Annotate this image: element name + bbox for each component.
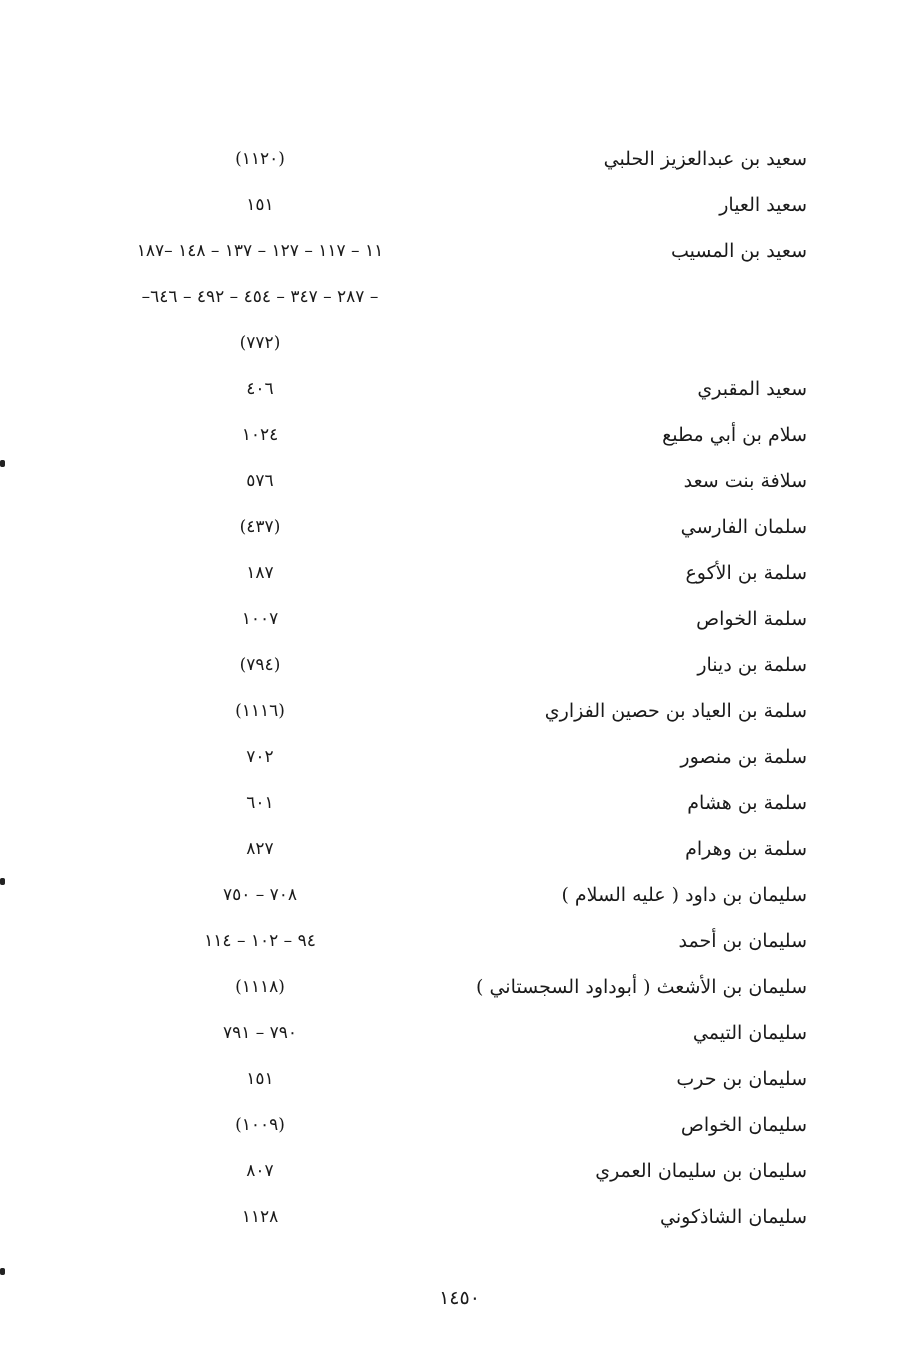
entry-name: سليمان الخواص — [680, 1114, 807, 1136]
entry-name: سلمة بن وهرام — [685, 838, 807, 860]
entry-pages: ٦٠١ — [246, 793, 274, 813]
index-entry — [0, 140, 919, 186]
index-entry — [0, 1106, 919, 1152]
index-entry — [0, 600, 919, 646]
entry-pages: ٧٠٨ – ٧٥٠ — [222, 885, 298, 905]
entry-name: سليمان بن سليمان العمري — [595, 1160, 807, 1182]
entry-pages: ٧٩٠ – ٧٩١ — [222, 1023, 298, 1043]
index-entry — [0, 508, 919, 554]
entry-name: سلمة الخواص — [696, 608, 807, 630]
index-list — [0, 140, 919, 1244]
entry-name: سلمة بن منصور — [680, 746, 807, 768]
entry-name: سليمان التيمي — [692, 1022, 807, 1044]
index-entry — [0, 1060, 919, 1106]
entry-name: سعيد بن عبدالعزيز الحلبي — [603, 148, 807, 170]
entry-name: سليمان بن حرب — [676, 1068, 807, 1090]
entry-pages: ١١ – ١١٧ – ١٢٧ – ١٣٧ – ١٤٨ –١٨٧ — [136, 241, 384, 261]
entry-pages: (١٠٠٩) — [235, 1115, 285, 1135]
entry-pages: ٧٠٢ — [246, 747, 274, 767]
index-entry — [0, 784, 919, 830]
entry-pages: ١٠٢٤ — [241, 425, 279, 445]
entry-pages: ٨٠٧ — [246, 1161, 274, 1181]
entry-pages: ٨٢٧ — [246, 839, 274, 859]
entry-name: سليمان بن أحمد — [678, 930, 807, 952]
index-entry — [0, 462, 919, 508]
entry-name: سلمة بن دينار — [697, 654, 807, 676]
entry-pages: ١٥١ — [246, 195, 274, 215]
entry-pages: ١٠٠٧ — [241, 609, 279, 629]
index-entry — [0, 738, 919, 784]
index-entry-continuation — [0, 324, 919, 370]
index-entry — [0, 416, 919, 462]
index-entry — [0, 1152, 919, 1198]
entry-name: سعيد العيار — [719, 194, 807, 216]
index-entry — [0, 692, 919, 738]
page-number: ١٤٥٠ — [439, 1287, 480, 1309]
entry-pages: (١١٢٠) — [235, 149, 285, 169]
entry-pages: (١١١٦) — [235, 701, 285, 721]
entry-pages: ٤٠٦ — [246, 379, 274, 399]
index-entry-continuation — [0, 278, 919, 324]
entry-name: سلمة بن الأكوع — [685, 562, 807, 584]
entry-pages: (٧٩٤) — [239, 655, 281, 675]
index-entry — [0, 922, 919, 968]
entry-name: سعيد المقبري — [697, 378, 807, 400]
entry-pages: ٥٧٦ — [246, 471, 274, 491]
index-entry — [0, 876, 919, 922]
entry-name: سليمان بن الأشعث ( أبوداود السجستاني ) — [476, 976, 807, 998]
entry-pages: ١٨٧ — [246, 563, 274, 583]
entry-name: سليمان بن داود ( عليه السلام ) — [561, 884, 807, 906]
entry-name: سلام بن أبي مطيع — [662, 424, 807, 446]
index-entry — [0, 232, 919, 278]
entry-pages: (٤٣٧) — [239, 517, 281, 537]
entry-name: سلافة بنت سعد — [683, 470, 807, 492]
index-entry — [0, 830, 919, 876]
scan-mark — [0, 878, 5, 885]
index-entry — [0, 554, 919, 600]
index-entry — [0, 370, 919, 416]
entry-pages: ١١٢٨ — [241, 1207, 279, 1227]
index-entry — [0, 186, 919, 232]
entry-name: سلمان الفارسي — [680, 516, 807, 538]
entry-pages: – ٢٨٧ – ٣٤٧ – ٤٥٤ – ٤٩٢ – ٦٤٦– — [141, 287, 379, 307]
entry-name: سليمان الشاذكوني — [660, 1206, 807, 1228]
entry-name: سعيد بن المسيب — [670, 240, 807, 262]
entry-pages: (١١١٨) — [235, 977, 285, 997]
index-entry — [0, 646, 919, 692]
entry-pages: (٧٧٢) — [239, 333, 281, 353]
scan-mark — [0, 1268, 5, 1275]
index-entry — [0, 1198, 919, 1244]
entry-name: سلمة بن العياد بن حصين الفزاري — [544, 700, 807, 722]
index-entry — [0, 968, 919, 1014]
entry-pages: ٩٤ – ١٠٢ – ١١٤ — [204, 931, 316, 951]
index-entry — [0, 1014, 919, 1060]
entry-pages: ١٥١ — [246, 1069, 274, 1089]
scan-mark — [0, 460, 5, 467]
entry-name: سلمة بن هشام — [687, 792, 807, 814]
